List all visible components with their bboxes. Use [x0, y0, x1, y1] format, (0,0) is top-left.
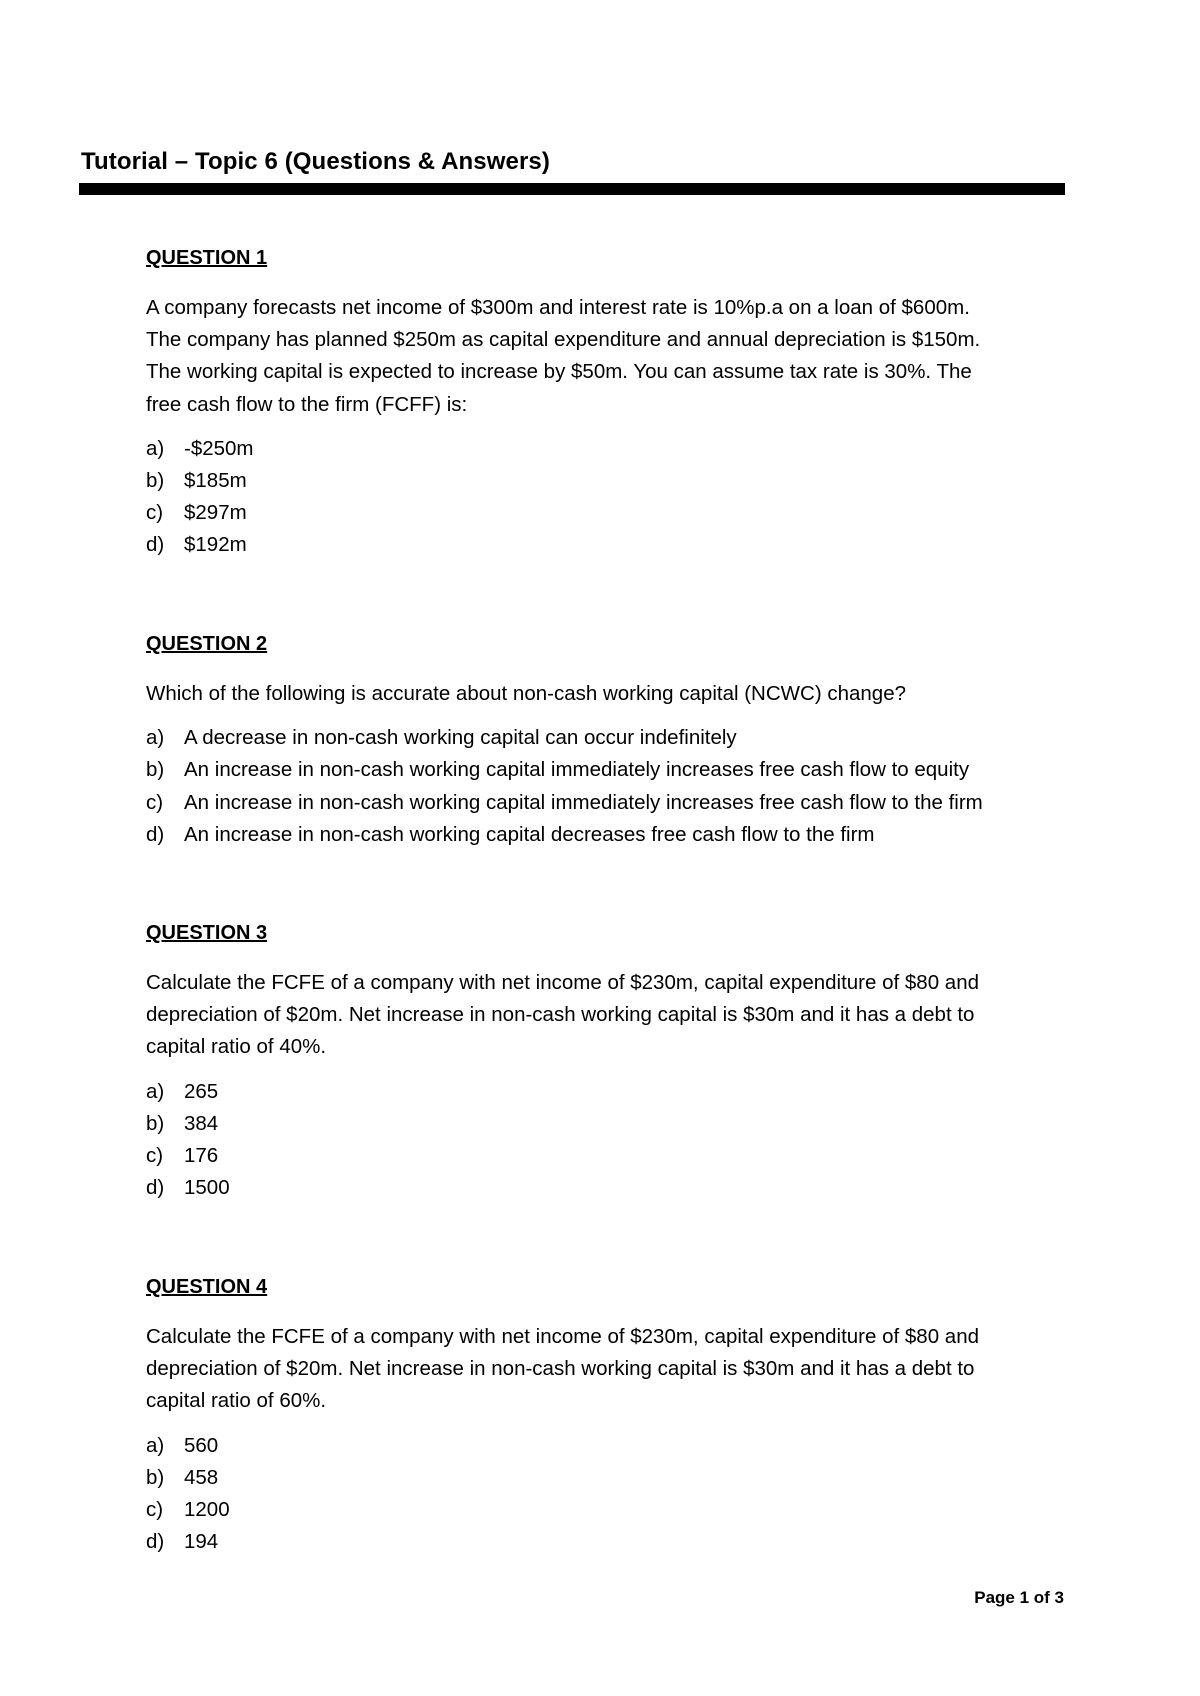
question-2 — [146, 632, 1066, 851]
option-d — [146, 1172, 1066, 1204]
question-text: A company forecasts net income of $300m and interest rate is 10%p.a on a loan of $600m. The company has planned $250m as capital expenditure and annual depreciation is $150m. The working capital is expected to increase by $50m. You can assume tax rate is 30%. The free cash flow to the firm (FCFF) is: — [146, 296, 981, 416]
question-1 — [146, 246, 1066, 562]
option-text: 194 — [184, 1530, 219, 1554]
option-text: $297m — [184, 501, 247, 525]
answer-options — [146, 1076, 1066, 1205]
option-text: An increase in non-cash working capital immediately increases free cash flow to the firm — [184, 790, 983, 814]
option-a — [146, 1076, 1066, 1108]
question-heading: QUESTION 3 — [146, 922, 268, 944]
option-letter: d) — [146, 1530, 165, 1554]
option-text: 176 — [184, 1143, 219, 1167]
option-c — [146, 497, 1066, 529]
option-c — [146, 1494, 1066, 1526]
option-letter: b) — [146, 469, 165, 492]
question-4 — [146, 1275, 1066, 1558]
option-text: $192m — [184, 533, 247, 557]
option-b — [146, 465, 1066, 497]
option-text: An increase in non-cash working capital decreases free cash flow to the firm — [184, 822, 875, 846]
question-3 — [146, 921, 1066, 1204]
page-title: Tutorial – Topic 6 (Questions & Answers) — [81, 148, 550, 175]
option-d — [146, 1526, 1066, 1558]
option-letter: d) — [146, 822, 165, 846]
option-letter: d) — [146, 533, 165, 557]
option-b — [146, 1108, 1066, 1140]
option-letter: a) — [146, 1433, 165, 1457]
option-a — [146, 722, 1066, 754]
option-text: 265 — [184, 1079, 219, 1103]
option-text: 384 — [184, 1111, 219, 1135]
answer-options — [146, 722, 1066, 851]
option-a — [146, 433, 1066, 465]
option-text: A decrease in non-cash working capital can occur indefinitely — [184, 726, 737, 750]
question-text: Calculate the FCFE of a company with net income of $230m, capital expenditure of $80 and depreciation of $20m. Net increase in non-cash working capital is $30m and it has a debt to capital ratio of 40%. — [146, 971, 980, 1059]
option-letter: c) — [146, 501, 164, 525]
option-letter: a) — [146, 726, 165, 750]
question-text: Which of the following is accurate about non-cash working capital (NCWC) change? — [146, 682, 907, 705]
answer-options — [146, 1430, 1066, 1559]
option-b — [146, 754, 1066, 786]
option-d — [146, 819, 1066, 851]
title-divider — [79, 183, 1065, 195]
option-b — [146, 1462, 1066, 1494]
option-letter: a) — [146, 436, 165, 460]
question-heading: QUESTION 4 — [146, 1276, 268, 1298]
option-d — [146, 529, 1066, 561]
option-letter: d) — [146, 1176, 165, 1200]
option-text: -$250m — [184, 436, 254, 460]
option-letter: a) — [146, 1079, 165, 1103]
option-letter: b) — [146, 1111, 165, 1135]
question-heading: QUESTION 2 — [146, 633, 268, 655]
question-text: Calculate the FCFE of a company with net income of $230m, capital expenditure of $80 and depreciation of $20m. Net increase in non-cash working capital is $30m and it has a debt to capital ratio of 60%. — [146, 1325, 980, 1413]
option-text: An increase in non-cash working capital immediately increases free cash flow to equity — [184, 758, 970, 782]
option-letter: b) — [146, 1465, 165, 1489]
option-letter: c) — [146, 790, 164, 814]
option-text: 560 — [184, 1433, 219, 1457]
option-letter: c) — [146, 1497, 164, 1521]
option-c — [146, 1140, 1066, 1172]
option-text: 458 — [184, 1465, 219, 1489]
option-a — [146, 1430, 1066, 1462]
page-number: Page 1 of 3 — [974, 1588, 1064, 1607]
option-text: $185m — [184, 469, 247, 492]
option-c — [146, 787, 1066, 819]
option-letter: b) — [146, 758, 165, 782]
answer-options — [146, 433, 1066, 562]
option-text: 1200 — [184, 1497, 230, 1521]
option-text: 1500 — [184, 1176, 230, 1200]
question-heading: QUESTION 1 — [146, 247, 268, 269]
option-letter: c) — [146, 1143, 164, 1167]
